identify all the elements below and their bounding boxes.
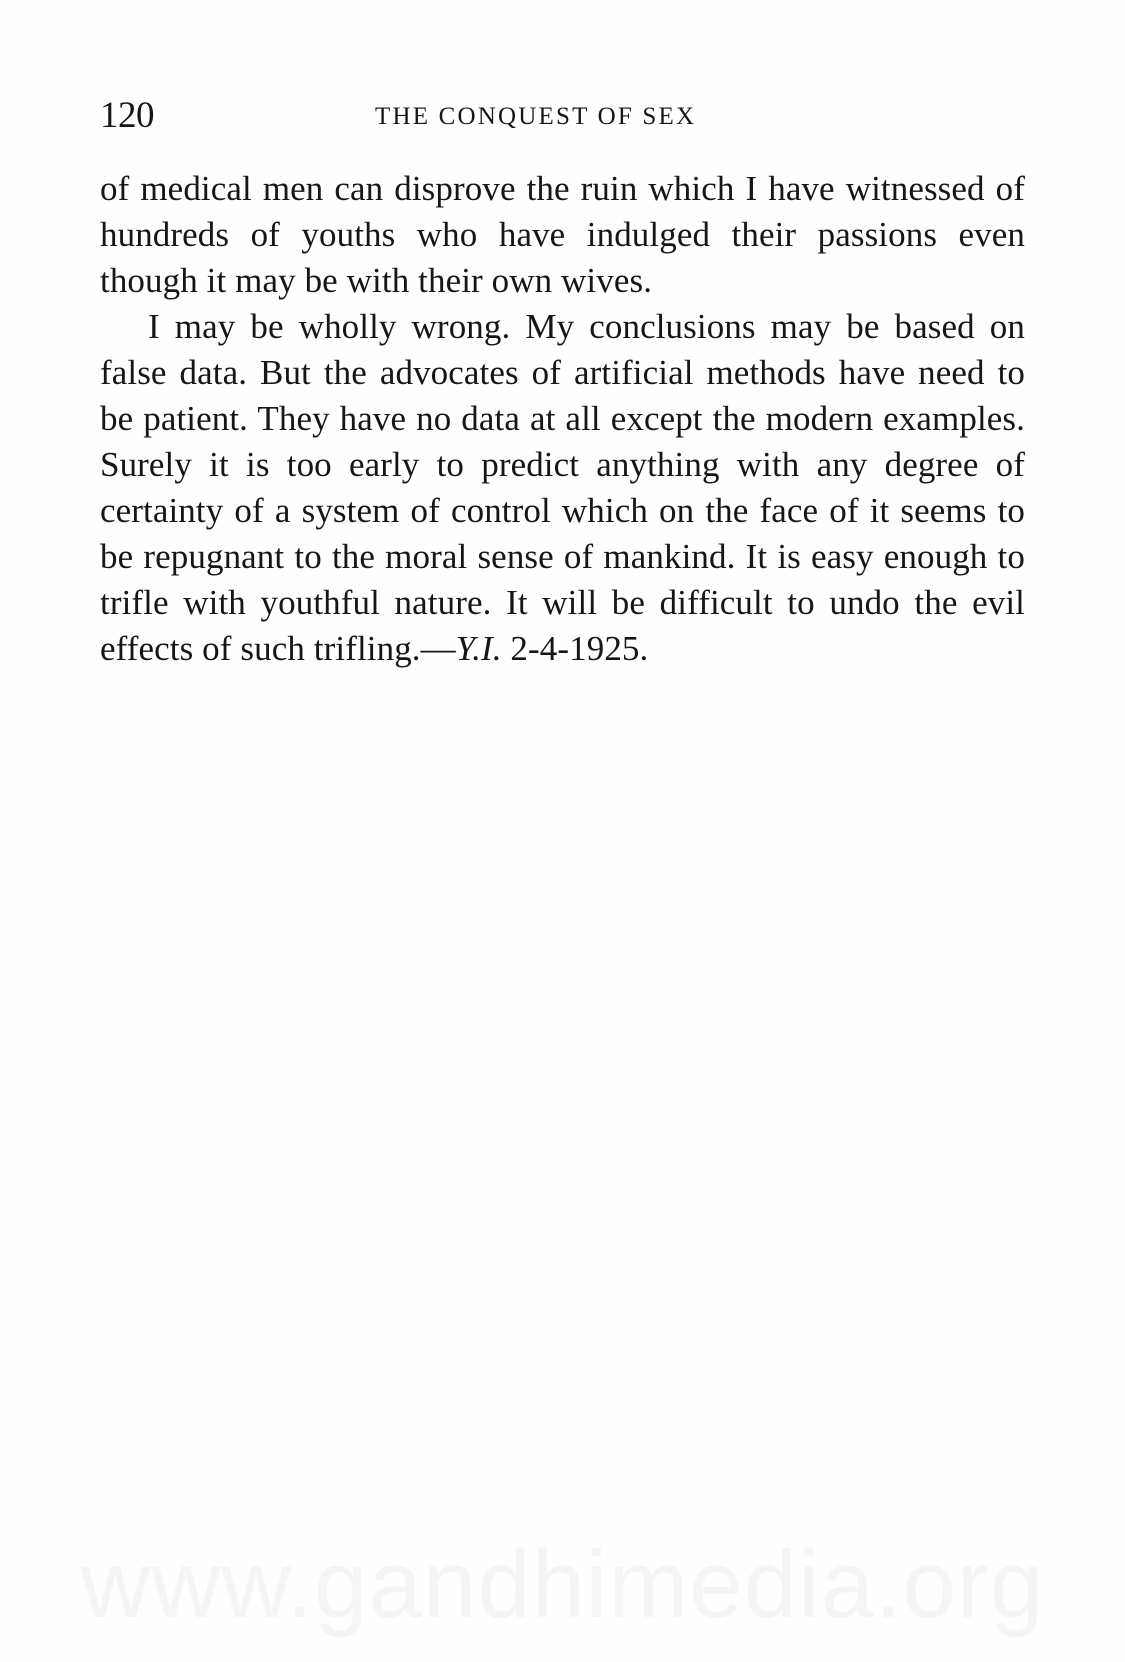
paragraph-main [100,304,1025,672]
paragraph-continued: of medical men can disprove the ruin which I have witnessed of hundreds of youths who have indulged their passions even though it may be with their own wives. [100,169,1025,300]
running-title: THE CONQUEST OF SEX [375,103,697,130]
source-reference: Y.I. [455,629,502,668]
page-number: 120 [100,95,154,136]
watermark: www.gandhimedia.org [80,1531,1045,1638]
source-date: 2-4-1925. [501,629,649,668]
running-head [100,94,1025,144]
body-text [100,166,1025,672]
paragraph-main-text: I may be wholly wrong. My conclusions may be based on false data. But the advocates of artificial methods have need to be patient. They have no data at all except the modern examples. Surely it is too early to predict anything with any degree of certainty of a system of control which on the face of it seems to be repugnant to the moral sense of mankind. It is easy enough to trifle with youthful nature. It will be difficult to undo the evil effects of such trifling.— [100,307,1025,668]
